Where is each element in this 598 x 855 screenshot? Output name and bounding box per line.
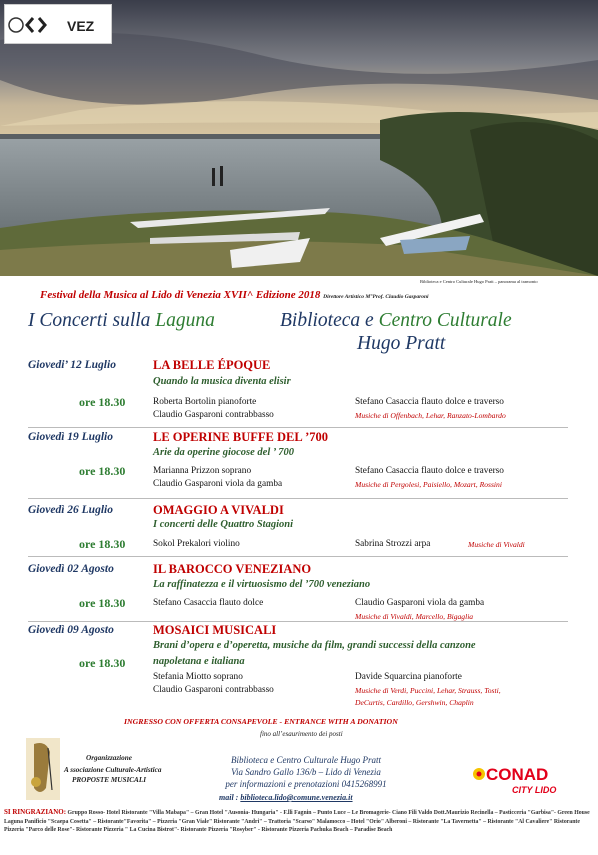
venue-name: Biblioteca e Centro Culturale Hugo Pratt <box>231 755 381 765</box>
concert-title: LA BELLE ÉPOQUE <box>153 358 271 372</box>
festival-title: Festival della Musica al Lido di Venezia XVII^ Edizione 2018 <box>40 289 321 301</box>
thanks-lead: SI RINGRAZIANO: <box>4 808 67 816</box>
divider <box>28 427 568 428</box>
performer: Stefano Casaccia flauto dolce e traverso <box>355 397 504 407</box>
concert-subtitle: Brani d’opera e d’operetta, musiche da film, grandi successi della canzone <box>153 640 476 651</box>
concert-time: ore 18.30 <box>79 395 126 409</box>
organizer-assoc-name: PROPOSTE MUSICALI <box>71 776 147 784</box>
conad-sub: CITY LIDO <box>512 785 557 795</box>
program-music: Musiche di Offenbach, Lehar, Ranzato-Lombardo <box>355 411 506 420</box>
performer: Claudio Gasparoni contrabbasso <box>153 410 274 420</box>
concert-title: IL BAROCCO VENEZIANO <box>153 562 312 576</box>
performer: Davide Squarcina pianoforte <box>355 672 462 682</box>
concert-date: Giovedì 02 Agosto <box>28 563 114 575</box>
headline-left-b: Laguna <box>155 310 215 331</box>
performer: Stefano Casaccia flauto dolce <box>153 598 264 608</box>
performer: Stefano Casaccia flauto dolce e traverso <box>355 466 504 476</box>
concert-date: Giovedi’ 12 Luglio <box>28 359 116 371</box>
concert-subtitle: Arie da operine giocose del ’ 700 <box>153 447 294 458</box>
headline-right-a: Biblioteca e <box>280 310 379 331</box>
concert-date: Giovedì 26 Luglio <box>28 504 113 516</box>
concert-date: Giovedì 19 Luglio <box>28 431 113 443</box>
performer: Roberta Bortolin pianoforte <box>153 397 257 407</box>
thanks-text: Gruppo Rosso- Hotel Ristorante "Villa Mabapa" – Gran Hotel "Ausonia- Hungaria" - F.lli Fagnin – Punto Luce – Le Bromagerie- Ciano Fili Valdo Dott.Maurizio Recinella – Pasticceria "Garbisa"- Green House Laguna Panificio "Scaepa Cosetta" – Ristorante"Favorita" – Pizzeria "Gran Viale" Ristorante "Andri" – Trattoria "Scarso" Malamocco – Hotel "Orio" Alberoni – Ristorante "La Tavernetta" – Ristorante "Al Cavaliere" Ristorante Pizzeria "Parco delle Rose"- Ristorante Pizzeria " La Cucina Bistrot"- Ristorante Pizzeria "Rosyber" - Ristorante Pizzeria Pachuka Beach – Paradise Beach <box>4 810 590 833</box>
performer: Marianna Prizzon soprano <box>153 466 252 476</box>
concert-time: ore 18.30 <box>79 656 126 670</box>
concert-time: ore 18.30 <box>79 596 126 610</box>
entrance-note: fino all’esaurimento dei posti <box>260 730 343 738</box>
headline-left-a: I Concerti sulla <box>28 310 156 331</box>
concert-subtitle: Quando la musica diventa elisir <box>153 376 291 387</box>
program-music: Musiche di Vivaldi, Marcello, Bigaglia <box>355 612 474 621</box>
sponsor-logos <box>4 4 112 44</box>
program-music: Musiche di Verdi, Puccini, Lehar, Strauss, Tosti, <box>355 686 501 695</box>
performer: Claudio Gasparoni contrabbasso <box>153 685 274 695</box>
performer: Sabrina Strozzi arpa <box>355 539 431 549</box>
svg-text:VEZ: VEZ <box>67 18 95 34</box>
headline-venue: Hugo Pratt <box>357 333 446 354</box>
concert-subtitle: napoletana e italiana <box>153 656 245 667</box>
concert-title: LE OPERINE BUFFE DEL ’700 <box>153 430 329 444</box>
organizer-assoc: A ssociazione Culturale-Artistica <box>64 766 162 774</box>
headline-left <box>28 310 215 332</box>
performer: Stefania Miotto soprano <box>153 672 243 682</box>
festival-director: Direttore Artistico M°Prof. Claudio Gasparoni <box>323 294 429 300</box>
thanks-section <box>4 808 594 835</box>
festival-line <box>40 289 429 301</box>
headline-right-b: Centro Culturale <box>378 310 512 331</box>
performer: Claudio Gasparoni viola da gamba <box>355 598 485 608</box>
concert-subtitle: La raffinatezza e il virtuosismo del ’700 veneziano <box>153 579 371 590</box>
divider <box>28 556 568 557</box>
headline-right <box>280 310 512 332</box>
concert-time: ore 18.30 <box>79 464 126 478</box>
concert-subtitle: I concerti delle Quattro Stagioni <box>153 519 294 530</box>
divider <box>28 498 568 499</box>
mail-link[interactable]: biblioteca.lido@comune.venezia.it <box>240 793 353 802</box>
program-music: Musiche di Vivaldi <box>468 540 525 549</box>
concert-date: Giovedì 09 Agosto <box>28 624 114 636</box>
photo-caption: Biblioteca e Centro Culturale Hugo Pratt – panorama al tramonto <box>420 279 538 284</box>
program-music: Musiche di Pergolesi, Paisiello, Mozart, Rossini <box>355 480 502 489</box>
divider <box>28 621 568 622</box>
concert-time: ore 18.30 <box>79 537 126 551</box>
concert-title: MOSAICI MUSICALI <box>153 623 277 637</box>
performer: Sokol Prekalori violino <box>153 539 240 549</box>
organizer-label: Organizzazione <box>86 754 132 762</box>
entrance-notice: INGRESSO CON OFFERTA CONSAPEVOLE - ENTRANCE WITH A DONATION <box>124 717 398 726</box>
venue-address: Via Sandro Gallo 136/b – Lido di Venezia <box>231 767 381 777</box>
concert-title: OMAGGIO A VIVALDI <box>153 503 284 517</box>
conad-name: CONAD <box>486 765 549 784</box>
venue-mail <box>219 793 353 802</box>
program-music: DeCurtis, Cardillo, Gershwin, Chaplin <box>355 698 474 707</box>
performer: Claudio Gasparoni viola da gamba <box>153 479 283 489</box>
mail-label: mail : <box>219 793 241 802</box>
organizer-logo <box>26 738 60 800</box>
venue-contact: per informazioni e prenotazioni 0415268991 <box>225 779 387 789</box>
